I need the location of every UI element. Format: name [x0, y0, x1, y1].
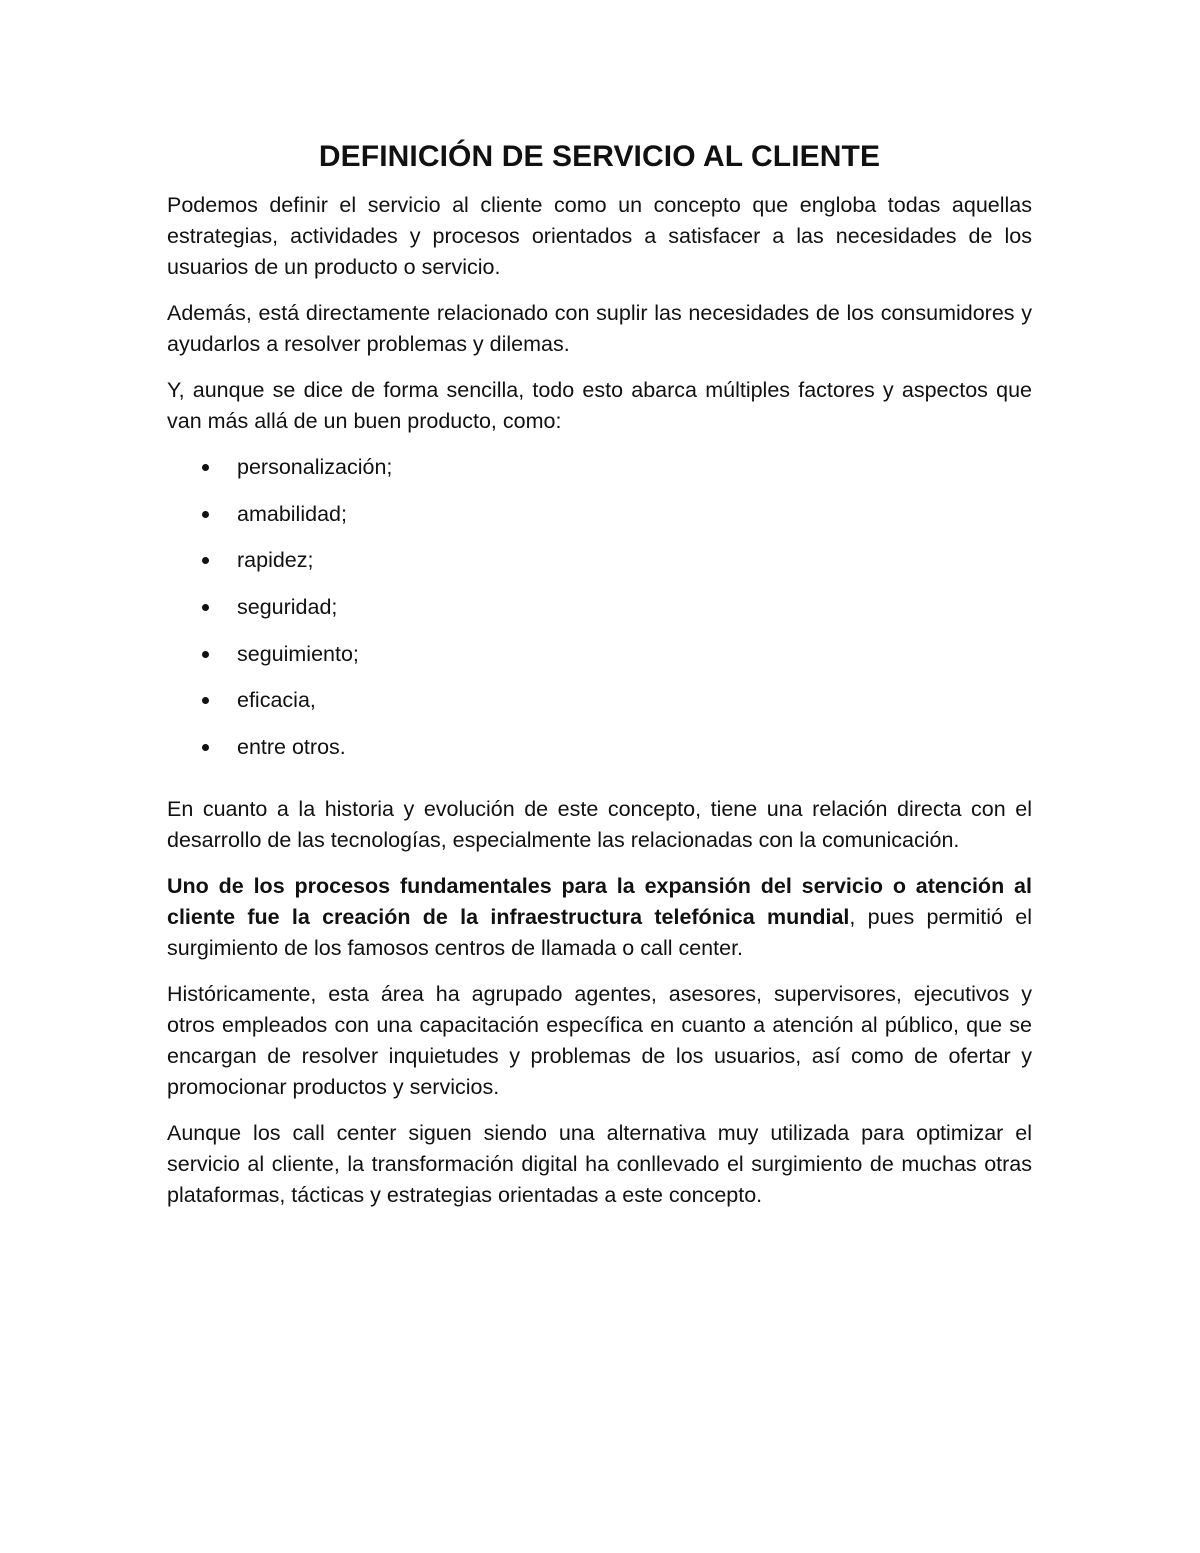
- list-item-text: rapidez;: [237, 548, 314, 573]
- paragraph-telephony-rest: , pues permitió el surgimiento de los famosos centros de llamada o call center.: [167, 904, 1033, 960]
- paragraph-history: En cuanto a la historia y evolución de este concepto, tiene una relación directa con el desarrollo de las tecnologías, especialmente las relacionadas con la comunicación.: [167, 796, 1032, 852]
- list-item-text: seguridad;: [237, 595, 338, 620]
- list-item: [167, 452, 1032, 499]
- bullet-icon: [202, 511, 209, 518]
- list-item-text: entre otros.: [237, 735, 346, 760]
- paragraph-telephony: [167, 871, 1032, 964]
- paragraph-digital-transformation: Aunque los call center siguen siendo una alternativa muy utilizada para optimizar el servicio al cliente, la transformación digital ha conllevado el surgimiento de muchas otras plataformas, tácticas y estrategias orientadas a este concepto.: [167, 1120, 1032, 1207]
- list-item-text: eficacia,: [237, 688, 316, 713]
- list-item: [167, 685, 1032, 732]
- bullet-icon: [202, 744, 209, 751]
- factors-list: [167, 452, 1032, 779]
- list-item-text: personalización;: [237, 455, 393, 479]
- bullet-icon: [202, 604, 209, 611]
- bullet-icon: [202, 464, 209, 471]
- list-item: [167, 732, 1032, 779]
- list-item: [167, 592, 1032, 639]
- bullet-icon: [202, 557, 209, 564]
- paragraph-factors: Y, aunque se dice de forma sencilla, todo esto abarca múltiples factores y aspectos que van más allá de un buen producto, como:: [167, 378, 1032, 433]
- list-item-text: amabilidad;: [237, 501, 347, 526]
- document-page: [167, 138, 1032, 1226]
- list-item: [167, 545, 1032, 592]
- bullet-icon: [202, 651, 209, 658]
- document-title: DEFINICIÓN DE SERVICIO AL CLIENTE: [318, 140, 881, 173]
- bullet-icon: [202, 697, 209, 704]
- paragraph-call-center-roles: Históricamente, esta área ha agrupado agentes, asesores, supervisores, ejecutivos y otros empleados con una capacitación específica en cuanto a atención al público, que se encargan de resolver inquietudes y problemas de los usuarios, así como de ofertar y promocionar productos y servicios.: [167, 981, 1032, 1099]
- list-item-text: seguimiento;: [237, 641, 359, 666]
- bold-statement: Uno de los procesos fundamentales para la expansión del servicio o atención al cliente fue la creación de la infraestructura telefónica mundial: [167, 873, 1032, 929]
- list-item: [167, 499, 1032, 546]
- paragraph-definition: Podemos definir el servicio al cliente como un concepto que engloba todas aquellas estrategias, actividades y procesos orientados a satisfacer a las necesidades de los usuarios de un producto o servicio.: [167, 193, 1032, 279]
- paragraph-needs: Además, está directamente relacionado con suplir las necesidades de los consumidores y ayudarlos a resolver problemas y dilemas.: [167, 301, 1032, 356]
- list-item: [167, 639, 1032, 686]
